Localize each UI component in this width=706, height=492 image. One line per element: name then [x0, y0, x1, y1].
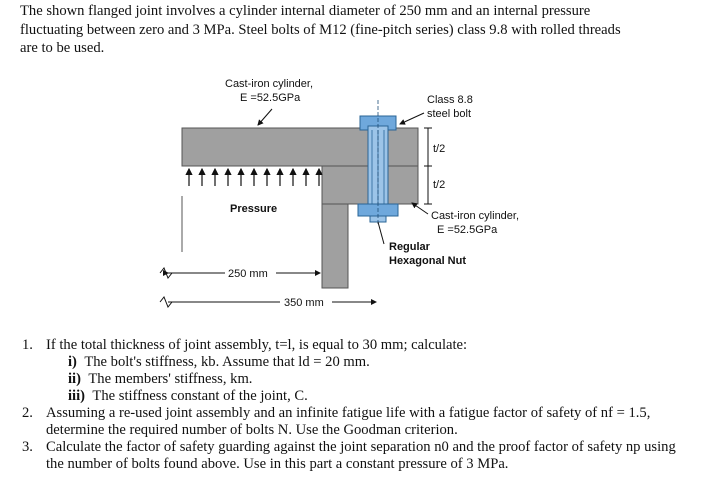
cyl-bottom-label-2: E =52.5GPa: [437, 224, 498, 236]
dim-350-label: 350 mm: [284, 297, 324, 309]
question-1-i-number: i): [68, 354, 77, 370]
cyl-top-label-1: Cast-iron cylinder,: [225, 78, 314, 90]
question-list: [22, 337, 692, 473]
question-2: [22, 405, 692, 439]
question-1-ii: [22, 371, 692, 388]
question-1-i-text: The bolt's stiffness, kb. Assume that ld = 20 mm.: [84, 354, 370, 370]
cyl-top-label-2: E =52.5GPa: [240, 92, 301, 104]
nut-label-1: Regular: [389, 241, 430, 253]
t-half-lower: t/2: [433, 179, 446, 191]
question-2-number: 2.: [22, 405, 33, 421]
cylinder-wall: [322, 204, 348, 288]
question-1-number: 1.: [22, 337, 33, 353]
intro-line-3: are to be used.: [20, 40, 105, 56]
dim-250-label: 250 mm: [228, 268, 268, 280]
question-2-text: Assuming a re-used joint assembly and an infinite fatigue life with a fatigue factor of safety of nf = 1.5, determine the required number of bolts N. Use the Goodman criterion.: [46, 405, 651, 438]
question-1-iii-number: iii): [68, 388, 86, 404]
bolt-label-1: Class 8.8: [427, 94, 473, 106]
question-3-text: Calculate the factor of safety guarding against the joint separation n0 and the proof factor of safety np using the number of bolts found above. Use in this part a constant pressure of 3 MPa.: [46, 439, 676, 472]
question-1-text: If the total thickness of joint assembly, t=l, is equal to 30 mm; calculate:: [46, 337, 468, 353]
cyl-bottom-label-1: Cast-iron cylinder,: [431, 210, 520, 222]
pressure-label: Pressure: [230, 203, 278, 215]
intro-line-2: fluctuating between zero and 3 MPa. Steel bolts of M12 (fine-pitch series) class 9.8 with rolled threads: [20, 21, 621, 38]
question-3: [22, 439, 692, 473]
question-1-iii: [22, 388, 692, 405]
dimension-350: [160, 297, 376, 307]
question-1-ii-number: ii): [68, 371, 81, 387]
question-1-iii-text: The stiffness constant of the joint, C.: [92, 388, 308, 404]
question-1-i: [22, 354, 692, 371]
bolt-label-2: steel bolt: [427, 108, 472, 120]
nut-label-2: Hexagonal Nut: [389, 255, 467, 267]
pressure-arrows: [189, 169, 319, 186]
t-half-upper: t/2: [433, 143, 446, 155]
question-1-ii-text: The members' stiffness, km.: [88, 371, 253, 387]
question-3-number: 3.: [22, 439, 33, 455]
question-1: [22, 337, 692, 354]
intro-line-1: The shown flanged joint involves a cylinder internal diameter of 250 mm and an internal pressure: [20, 3, 591, 19]
